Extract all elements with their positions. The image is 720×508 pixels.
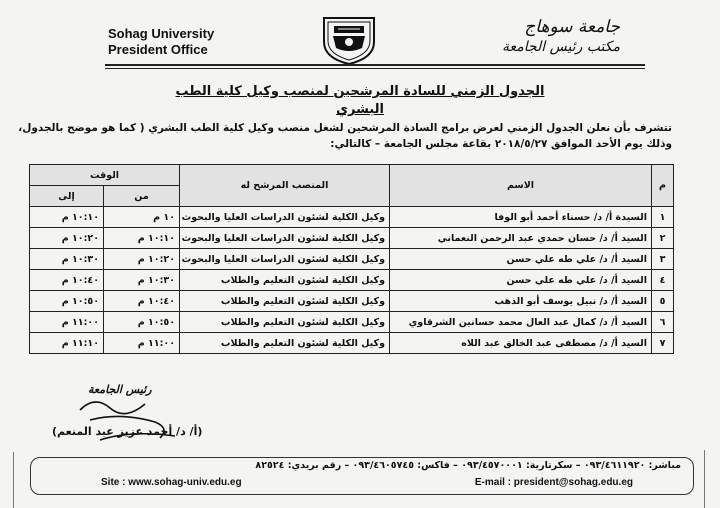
table-row [30,207,674,228]
header-position: المنصب المرشح له [180,165,390,207]
footer-contacts: مباشر: ٠٩٣/٤٦١١٩٢٠ – سكرتارية: ٠٩٣/٤٥٧٠٠٠١ – فاكس: ٠٩٣/٤٦٠٥٧٤٥ – رقم بريدي: ٨٢٥٢٤ [255,460,681,471]
candidate-position: وكيل الكلية لشئون التعليم والطلاب [180,312,390,333]
schedule-table [29,164,674,354]
row-num: ٥ [652,291,674,312]
header-from: من [104,186,180,207]
sohag-university-seal-icon [318,12,380,66]
intro-line-1: تتشرف بأن نعلن الجدول الزمني لعرض برامج السادة المرشحين لشغل منصب وكيل كلية الطب البشري ( كما هو موضح بالجدول، [18,122,672,134]
arabic-header [502,17,620,57]
page-edge-right [704,450,705,508]
header-divider [105,64,645,66]
header-num: م [652,165,674,207]
candidate-position: وكيل الكلية لشئون الدراسات العليا والبحوث [180,249,390,270]
footer-contact-box [30,457,694,495]
time-to: ١١:١٠ م [30,333,104,354]
time-from: ١٠ م [104,207,180,228]
university-name-en: Sohag University [108,26,215,41]
time-to: ١٠:٤٠ م [30,270,104,291]
candidate-position: وكيل الكلية لشئون التعليم والطلاب [180,270,390,291]
row-num: ٦ [652,312,674,333]
header-divider-thin [105,68,645,69]
candidate-name: السيد أ/ د/ نبيل يوسف أبو الذهب [390,291,652,312]
time-from: ١٠:٣٠ م [104,270,180,291]
footer-email[interactable]: E-mail : president@sohag.edu.eg [474,477,633,488]
row-num: ٤ [652,270,674,291]
candidate-name: السيد أ/ د/ كمال عبد العال محمد حسانين الشرقاوي [390,312,652,333]
row-num: ٢ [652,228,674,249]
time-to: ١١:٠٠ م [30,312,104,333]
office-name-ar: مكتب رئيس الجامعة [501,39,620,55]
header-name: الاسم [390,165,652,207]
header-to: إلى [30,186,104,207]
university-name-ar: جامعة سوهاج [524,17,620,37]
header-time: الوقت [30,165,180,186]
candidate-name: السيد أ/ د/ علي طه علي حسن [390,270,652,291]
row-num: ١ [652,207,674,228]
table-row [30,228,674,249]
time-from: ١٠:١٠ م [104,228,180,249]
candidate-name: السيد أ/ د/ حسان حمدي عبد الرحمن النعماني [390,228,652,249]
page-title: الجدول الزمني للسادة المرشحين لمنصب وكيل كلية الطب البشري [175,84,545,117]
candidate-name: السيد أ/ د/ مصطفى عبد الخالق عبد اللاه [390,333,652,354]
english-header [108,26,214,58]
office-name-en: President Office [108,42,208,57]
time-to: ١٠:٢٠ م [30,228,104,249]
time-from: ١١:٠٠ م [104,333,180,354]
signature-name: (أ/ د/ أحمد عزيز عبد المنعم) [52,425,203,438]
time-to: ١٠:٥٠ م [30,291,104,312]
time-to: ١٠:١٠ م [30,207,104,228]
table-header-row [30,165,674,186]
time-to: ١٠:٣٠ م [30,249,104,270]
candidate-position: وكيل الكلية لشئون الدراسات العليا والبحوث [180,228,390,249]
table-row [30,333,674,354]
table-row [30,312,674,333]
intro-line-2: وذلك يوم الأحد الموافق ٢٠١٨/٥/٢٧ بقاعة مجلس الجامعة – كالتالي: [330,138,672,150]
time-from: ١٠:٤٠ م [104,291,180,312]
signature-title: رئيس الجامعة [88,383,152,396]
table-row [30,291,674,312]
row-num: ٣ [652,249,674,270]
page-edge-left [13,452,14,508]
table-row [30,249,674,270]
candidate-position: وكيل الكلية لشئون التعليم والطلاب [180,333,390,354]
candidate-name: السيد أ/ د/ علي طه علي حسن [390,249,652,270]
row-num: ٧ [652,333,674,354]
table-row [30,270,674,291]
time-from: ١٠:٢٠ م [104,249,180,270]
signature-scrawl-icon [60,390,190,450]
candidate-position: وكيل الكلية لشئون التعليم والطلاب [180,291,390,312]
candidate-name: السيدة أ/ د/ حسناء أحمد أبو الوفا [390,207,652,228]
candidate-position: وكيل الكلية لشئون الدراسات العليا والبحوث [180,207,390,228]
time-from: ١٠:٥٠ م [104,312,180,333]
footer-website[interactable]: Site : www.sohag-univ.edu.eg [101,477,242,488]
